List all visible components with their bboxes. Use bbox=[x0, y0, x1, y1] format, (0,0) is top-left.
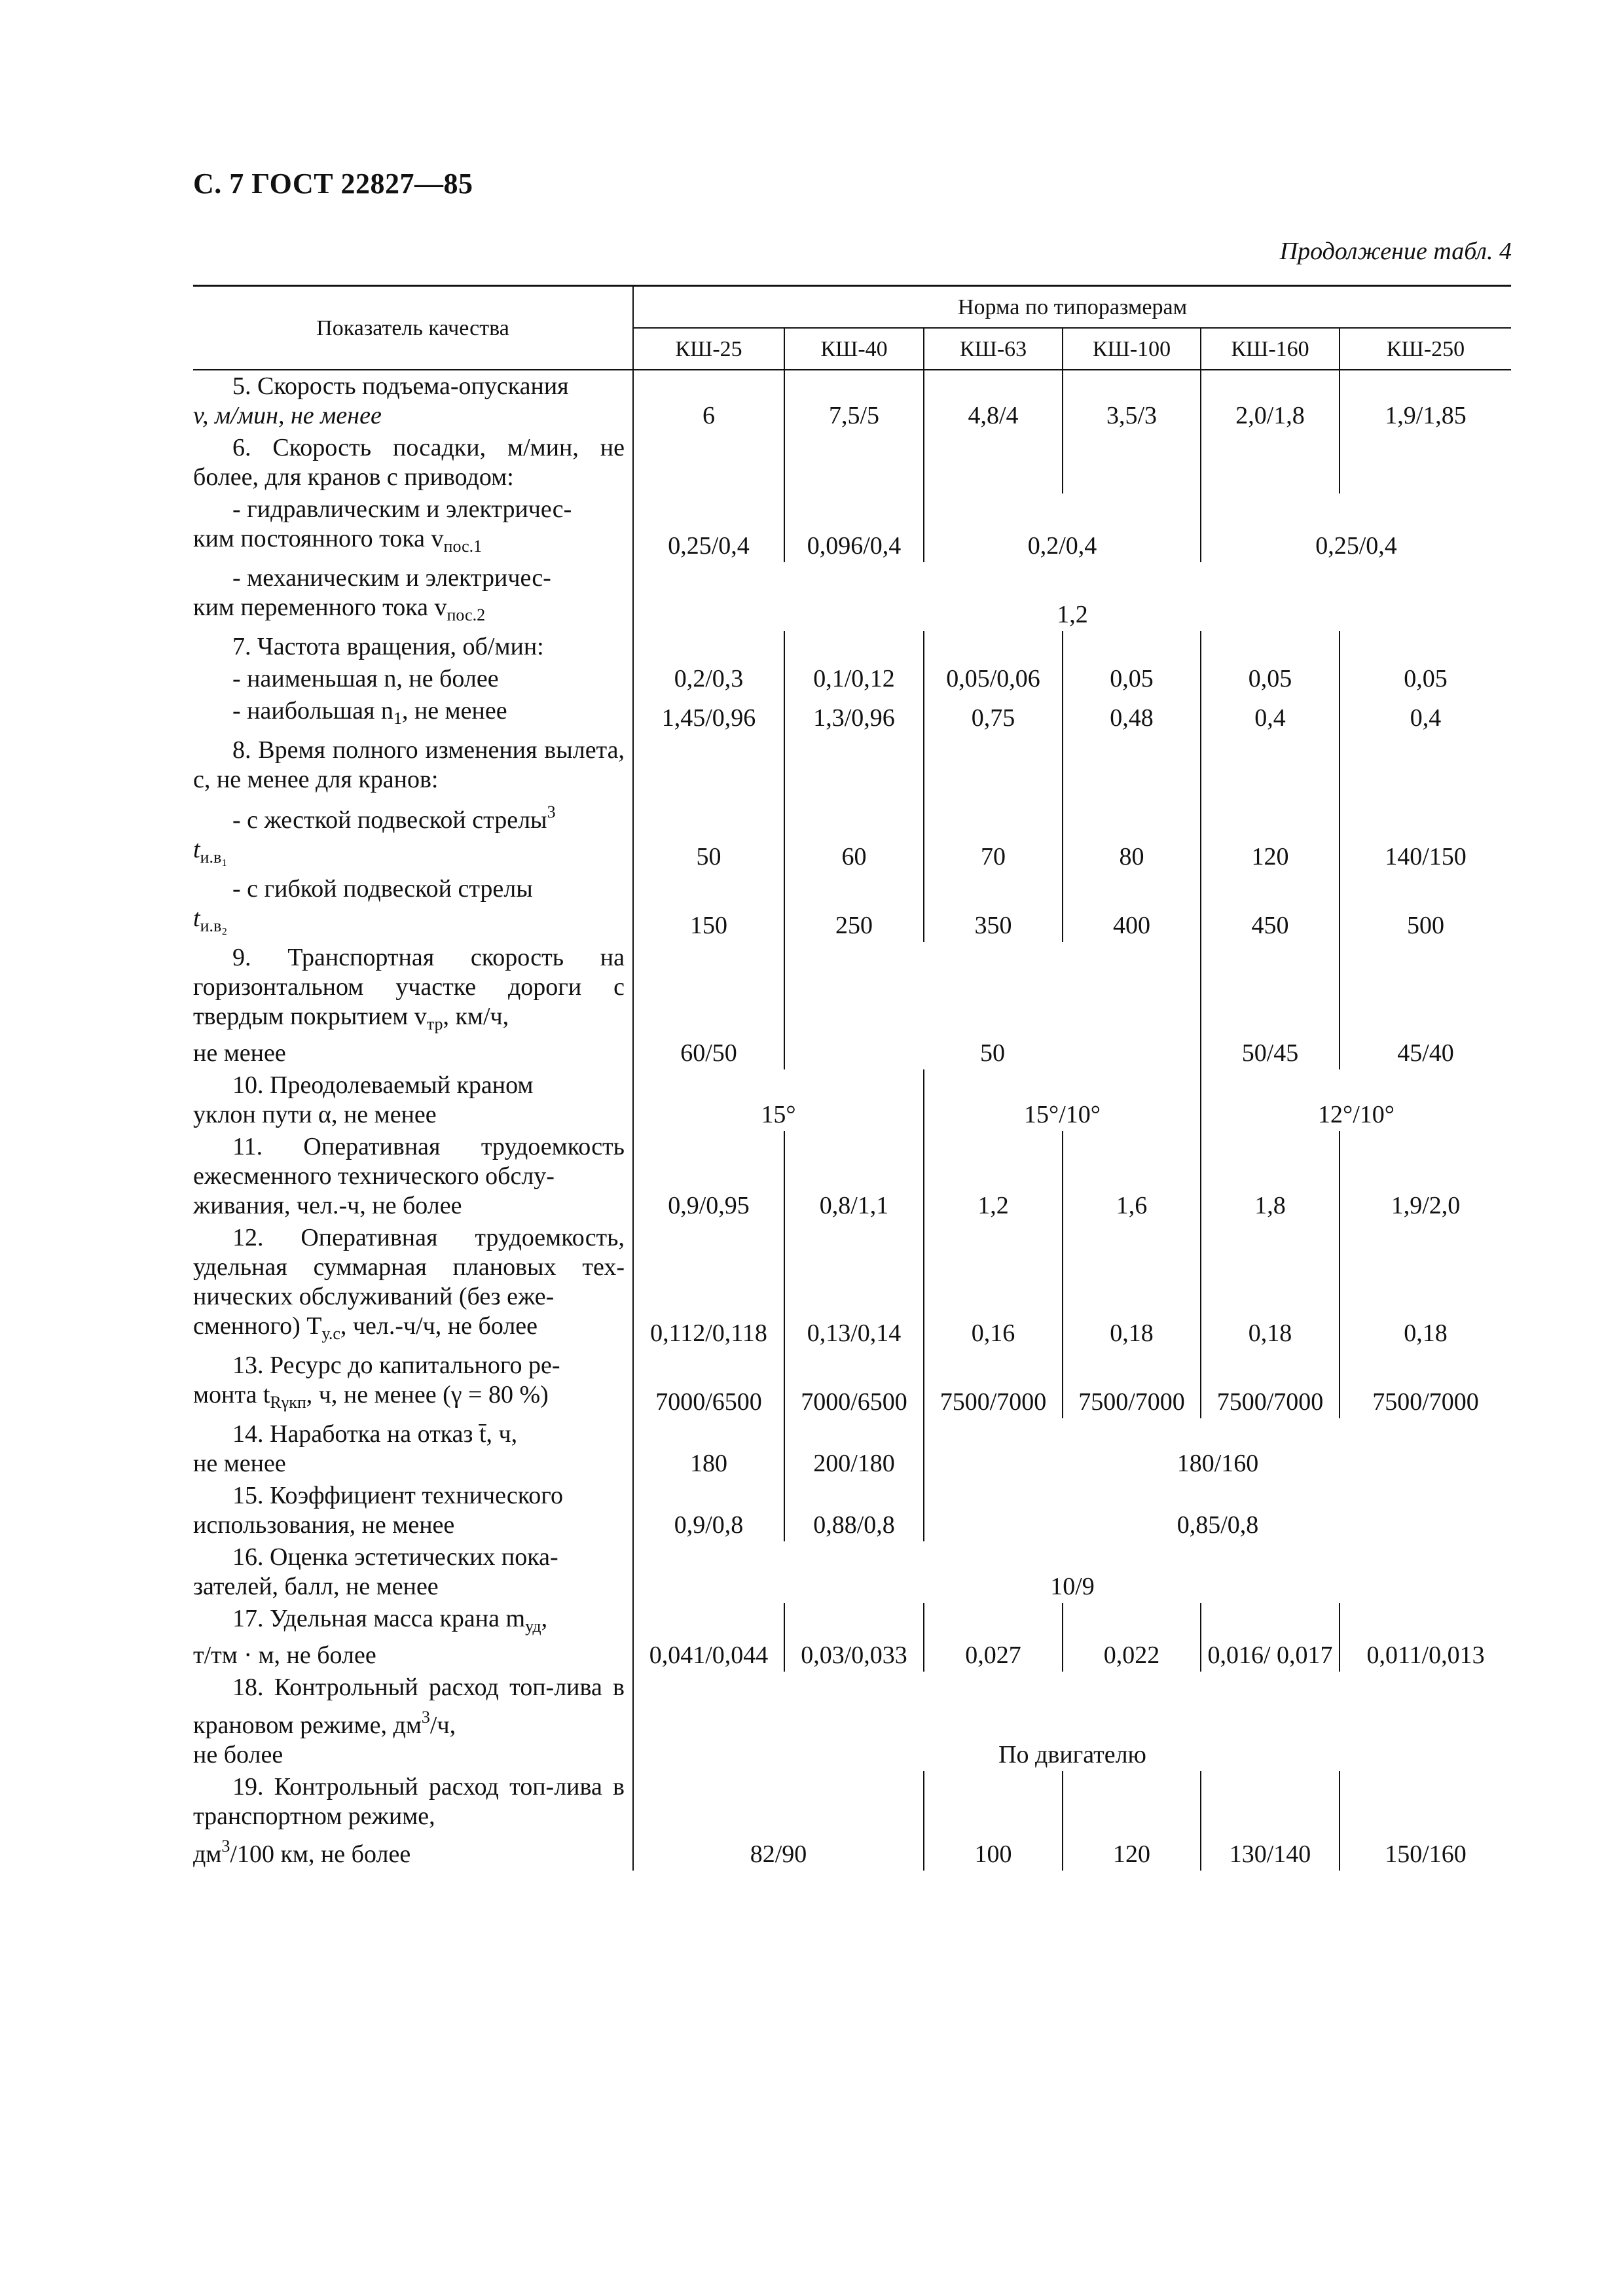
cell bbox=[924, 432, 1063, 493]
cell: 6 bbox=[633, 370, 784, 432]
cell: 0,25/0,4 bbox=[633, 493, 784, 562]
row-label: 16. Оценка эстетических пока- зателей, балл, не менее bbox=[193, 1543, 558, 1600]
cell: 50 bbox=[633, 796, 784, 873]
table-row bbox=[193, 942, 1511, 1069]
cell: 1,6 bbox=[1063, 1131, 1201, 1222]
cell: 150/160 bbox=[1340, 1771, 1511, 1871]
cell: 60 bbox=[784, 796, 924, 873]
row-label: 9. Транспортная скорость на горизонтальном участке дороги с твердым покрытием $v_{тр}$, км/ч, не менее bbox=[193, 944, 625, 1067]
cell: 0,75 bbox=[924, 695, 1063, 734]
table-caption: Продолжение табл. 4 bbox=[1279, 238, 1512, 265]
cell bbox=[1340, 631, 1511, 663]
cell: 7000/6500 bbox=[784, 1350, 924, 1418]
cell: 7,5/5 bbox=[784, 370, 924, 432]
cell: 0,9/0,8 bbox=[633, 1480, 784, 1541]
cell: 3,5/3 bbox=[1063, 370, 1201, 432]
cell: 0,05/0,06 bbox=[924, 663, 1063, 695]
row-label: - механическим и электричес- ким переменного тока $v_{пос.2}$ bbox=[193, 564, 551, 624]
cell bbox=[1063, 432, 1201, 493]
table-row bbox=[193, 1350, 1511, 1418]
cell: 0,112/0,118 bbox=[633, 1222, 784, 1350]
row-label: 11. Оперативная трудоемкость ежесменного технического обслу- живания, чел.-ч, не более bbox=[193, 1133, 625, 1219]
cell: 2,0/1,8 bbox=[1201, 370, 1340, 432]
table-row bbox=[193, 370, 1511, 432]
cell bbox=[1340, 734, 1511, 796]
cell: 0,016/ 0,017 bbox=[1201, 1603, 1340, 1672]
row-label: 15. Коэффициент технического использования, не менее bbox=[193, 1482, 563, 1539]
table-row bbox=[193, 1603, 1511, 1672]
column-header: КШ-160 bbox=[1201, 328, 1340, 370]
cell: 15°/10° bbox=[924, 1069, 1201, 1131]
cell: 180 bbox=[633, 1418, 784, 1480]
cell bbox=[1063, 631, 1201, 663]
cell: 0,4 bbox=[1201, 695, 1340, 734]
table-row bbox=[193, 1771, 1511, 1871]
cell bbox=[1201, 432, 1340, 493]
table-row bbox=[193, 1480, 1511, 1541]
indicator-header: Показатель качества bbox=[193, 286, 633, 370]
cell: 0,9/0,95 bbox=[633, 1131, 784, 1222]
page-title: С. 7 ГОСТ 22827—85 bbox=[193, 168, 473, 200]
table-row bbox=[193, 562, 1511, 631]
row-label: 19. Контрольный расход топ-лива в транспортном режиме, $дм^3/100$ км, не более bbox=[193, 1773, 625, 1868]
cell bbox=[924, 631, 1063, 663]
row-label: - гидравлическим и электричес- ким постоянного тока $v_{пос.1}$ bbox=[193, 495, 572, 556]
table-row bbox=[193, 695, 1511, 734]
row-label: 7. Частота вращения, об/мин: bbox=[232, 633, 544, 660]
cell: 1,8 bbox=[1201, 1131, 1340, 1222]
row-label: 12. Оперативная трудоемкость, удельная суммарная плановых тех-нических обслуживаний (без еже- сменного) $T_{у.с}$, чел.-ч/ч, не более bbox=[193, 1224, 625, 1343]
cell bbox=[1201, 631, 1340, 663]
cell: 0,13/0,14 bbox=[784, 1222, 924, 1350]
cell: 15° bbox=[633, 1069, 924, 1131]
table-row bbox=[193, 1131, 1511, 1222]
cell: 0,022 bbox=[1063, 1603, 1201, 1672]
table-row bbox=[193, 1541, 1511, 1603]
table-row bbox=[193, 796, 1511, 873]
table-row bbox=[193, 631, 1511, 663]
cell: 0,8/1,1 bbox=[784, 1131, 924, 1222]
cell: 0,096/0,4 bbox=[784, 493, 924, 562]
cell: 7500/7000 bbox=[1063, 1350, 1201, 1418]
table-row bbox=[193, 1672, 1511, 1771]
row-label: 17. Удельная масса крана $m_{уд}$, т/тм · м, не более bbox=[193, 1605, 548, 1669]
cell: 70 bbox=[924, 796, 1063, 873]
cell: 0,05 bbox=[1201, 663, 1340, 695]
cell: 100 bbox=[924, 1771, 1063, 1871]
cell: 1,9/1,85 bbox=[1340, 370, 1511, 432]
cell bbox=[1063, 734, 1201, 796]
table-row bbox=[193, 734, 1511, 796]
cell: 12°/10° bbox=[1201, 1069, 1511, 1131]
row-label: 6. Скорость посадки, м/мин, не более, для кранов с приводом: bbox=[193, 434, 625, 491]
cell: 180/160 bbox=[924, 1418, 1511, 1480]
column-header: КШ-100 bbox=[1063, 328, 1201, 370]
cell bbox=[924, 734, 1063, 796]
cell: 82/90 bbox=[633, 1771, 924, 1871]
cell: 0,85/0,8 bbox=[924, 1480, 1511, 1541]
cell: 10/9 bbox=[633, 1541, 1511, 1603]
cell bbox=[1340, 432, 1511, 493]
column-header: КШ-63 bbox=[924, 328, 1063, 370]
cell: 140/150 bbox=[1340, 796, 1511, 873]
table-row bbox=[193, 1069, 1511, 1131]
cell: 60/50 bbox=[633, 942, 784, 1069]
row-label: 10. Преодолеваемый краном уклон пути α, не менее bbox=[193, 1071, 534, 1128]
cell: 0,03/0,033 bbox=[784, 1603, 924, 1672]
cell: 0,88/0,8 bbox=[784, 1480, 924, 1541]
row-label: - с жесткой подвеской стрелы$^3$ $t_{и.в_1}$ bbox=[193, 802, 556, 867]
cell: 0,18 bbox=[1201, 1222, 1340, 1350]
table-row bbox=[193, 1222, 1511, 1350]
table-row bbox=[193, 493, 1511, 562]
cell: 0,05 bbox=[1063, 663, 1201, 695]
cell: 7000/6500 bbox=[633, 1350, 784, 1418]
cell: 50 bbox=[784, 942, 1201, 1069]
cell bbox=[633, 734, 784, 796]
table-row bbox=[193, 432, 1511, 493]
cell: 400 bbox=[1063, 873, 1201, 942]
row-label: 18. Контрольный расход топ-лива в крановом режиме, $дм^3/ч$, не более bbox=[193, 1674, 625, 1768]
cell: 1,45/0,96 bbox=[633, 695, 784, 734]
cell: 200/180 bbox=[784, 1418, 924, 1480]
cell: 0,16 bbox=[924, 1222, 1063, 1350]
cell: 7500/7000 bbox=[1201, 1350, 1340, 1418]
table-row bbox=[193, 1418, 1511, 1480]
norm-header: Норма по типоразмерам bbox=[633, 286, 1511, 329]
column-header: КШ-40 bbox=[784, 328, 924, 370]
cell bbox=[633, 631, 784, 663]
cell: 0,18 bbox=[1063, 1222, 1201, 1350]
cell: 450 bbox=[1201, 873, 1340, 942]
cell: 80 bbox=[1063, 796, 1201, 873]
cell bbox=[784, 734, 924, 796]
row-label: 13. Ресурс до капитального ре- монта $t_{R\gamma кп}$, ч, не менее (γ = 80 %) bbox=[193, 1352, 560, 1412]
table-row bbox=[193, 663, 1511, 695]
cell bbox=[784, 631, 924, 663]
cell: 0,48 bbox=[1063, 695, 1201, 734]
cell: 1,3/0,96 bbox=[784, 695, 924, 734]
row-label: - с гибкой подвеской стрелы $t_{и.в_2}$ bbox=[193, 875, 533, 935]
cell: 0,18 bbox=[1340, 1222, 1511, 1350]
cell: 0,05 bbox=[1340, 663, 1511, 695]
cell bbox=[1201, 734, 1340, 796]
row-label: 5. Скорость подъема-опускания v, м/мин, не менее bbox=[193, 372, 569, 429]
row-label: 14. Наработка на отказ t̄, ч, не менее bbox=[193, 1420, 518, 1477]
cell: 1,9/2,0 bbox=[1340, 1131, 1511, 1222]
quality-table bbox=[193, 285, 1511, 1871]
cell bbox=[784, 432, 924, 493]
row-label: 8. Время полного изменения вылета, с, не менее для кранов: bbox=[193, 736, 625, 793]
cell: 1,2 bbox=[633, 562, 1511, 631]
cell: 7500/7000 bbox=[924, 1350, 1063, 1418]
table-row bbox=[193, 873, 1511, 942]
cell: 0,25/0,4 bbox=[1201, 493, 1511, 562]
cell: 0,4 bbox=[1340, 695, 1511, 734]
row-label: - наибольшая $n_1$, не менее bbox=[232, 697, 507, 728]
cell: 4,8/4 bbox=[924, 370, 1063, 432]
cell: 130/140 bbox=[1201, 1771, 1340, 1871]
cell: 0,041/0,044 bbox=[633, 1603, 784, 1672]
cell: 120 bbox=[1201, 796, 1340, 873]
cell: 1,2 bbox=[924, 1131, 1063, 1222]
cell: 350 bbox=[924, 873, 1063, 942]
cell: 0,1/0,12 bbox=[784, 663, 924, 695]
cell: 45/40 bbox=[1340, 942, 1511, 1069]
cell: По двигателю bbox=[633, 1672, 1511, 1771]
cell: 120 bbox=[1063, 1771, 1201, 1871]
cell: 500 bbox=[1340, 873, 1511, 942]
cell: 0,011/0,013 bbox=[1340, 1603, 1511, 1672]
cell: 250 bbox=[784, 873, 924, 942]
cell: 150 bbox=[633, 873, 784, 942]
cell: 7500/7000 bbox=[1340, 1350, 1511, 1418]
cell bbox=[633, 432, 784, 493]
column-header: КШ-250 bbox=[1340, 328, 1511, 370]
cell: 0,2/0,4 bbox=[924, 493, 1201, 562]
row-label: - наименьшая n, не более bbox=[232, 665, 499, 692]
cell: 0,2/0,3 bbox=[633, 663, 784, 695]
cell: 0,027 bbox=[924, 1603, 1063, 1672]
cell: 50/45 bbox=[1201, 942, 1340, 1069]
column-header: КШ-25 bbox=[633, 328, 784, 370]
